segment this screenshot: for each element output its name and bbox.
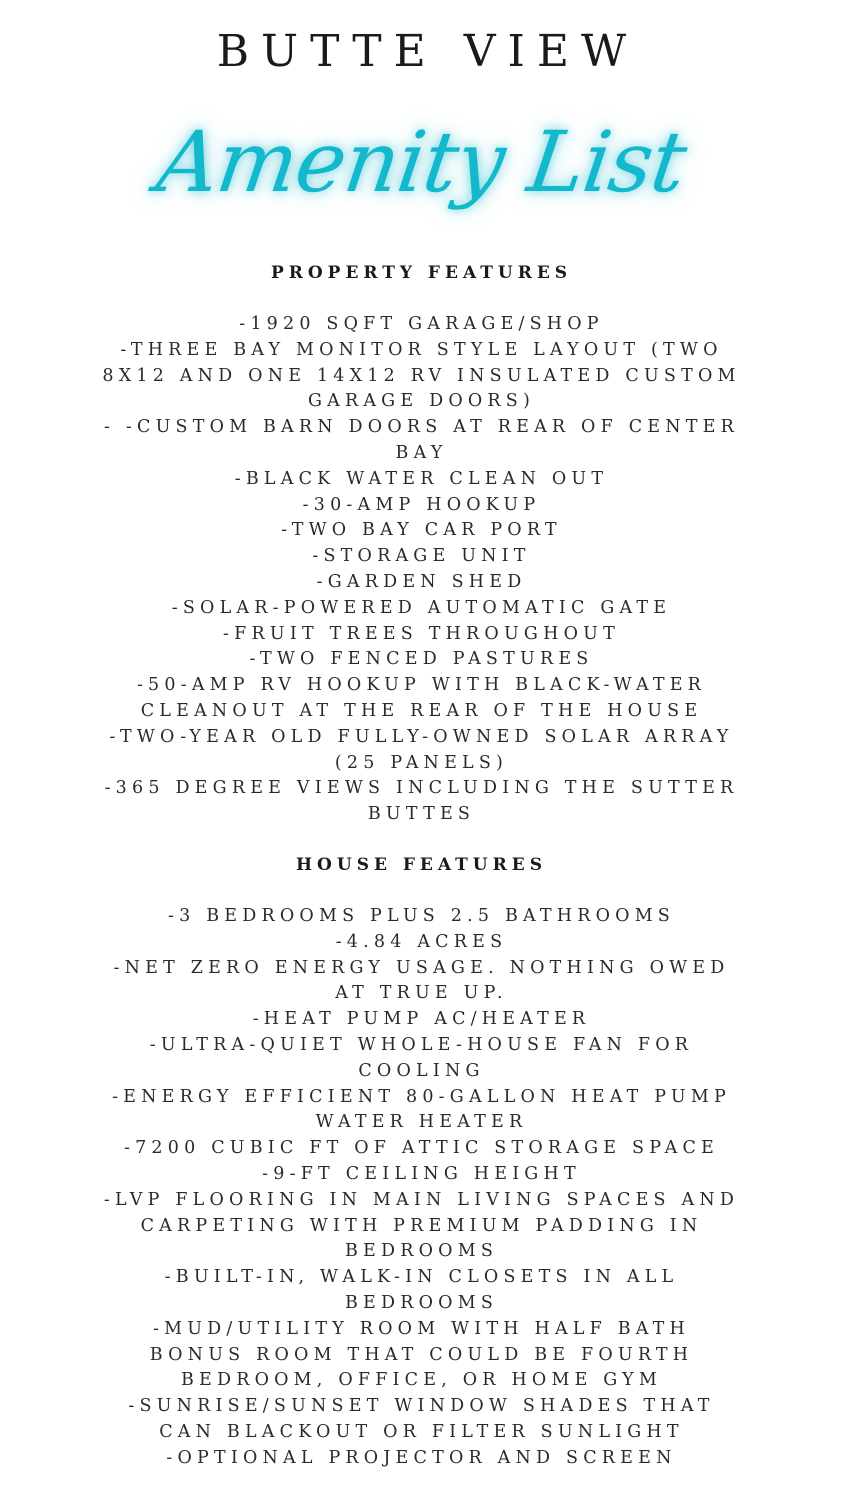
house-feature-line: BEDROOMS — [344, 1241, 499, 1262]
property-feature-line: GARAGE DOORS) — [307, 391, 536, 412]
house-feature-line: -NET ZERO ENERGY USAGE. NOTHING OWED — [113, 957, 730, 978]
house-features-list — [80, 904, 763, 1472]
page-title: BUTTE VIEW — [216, 26, 639, 77]
property-feature-line: (25 PANELS) — [334, 752, 509, 773]
property-feature-line: BUTTES — [367, 804, 476, 825]
property-feature-line: -365 DEGREE VIEWS INCLUDING THE SUTTER — [104, 778, 739, 799]
house-features-heading: HOUSE FEATURES — [296, 855, 547, 875]
house-feature-line: WATER HEATER — [315, 1112, 528, 1133]
property-feature-line: -SOLAR-POWERED AUTOMATIC GATE — [171, 597, 672, 618]
house-feature-line: -9-FT CEILING HEIGHT — [262, 1163, 581, 1184]
property-feature-line: -FRUIT TREES THROUGHOUT — [223, 623, 620, 644]
house-feature-line: -7200 CUBIC FT OF ATTIC STORAGE SPACE — [123, 1138, 720, 1159]
house-feature-line: -OPTIONAL PROJECTOR AND SCREEN — [166, 1447, 677, 1468]
property-feature-line: -1920 SQFT GARAGE/SHOP — [239, 314, 604, 334]
property-feature-line: -THREE BAY MONITOR STYLE LAYOUT (TWO — [120, 339, 723, 360]
property-feature-line: -TWO-YEAR OLD FULLY-OWNED SOLAR ARRAY — [109, 726, 734, 747]
house-feature-line: CAN BLACKOUT OR FILTER SUNLIGHT — [159, 1421, 684, 1442]
property-features-list — [80, 312, 763, 828]
property-feature-line: 8X12 AND ONE 14X12 RV INSULATED CUSTOM — [102, 365, 741, 386]
house-feature-line: -SUNRISE/SUNSET WINDOW SHADES THAT — [128, 1396, 715, 1417]
script-subtitle: Amenity List — [151, 113, 692, 211]
house-feature-line: -HEAT PUMP AC/HEATER — [252, 1009, 591, 1030]
property-feature-line: CLEANOUT AT THE REAR OF THE HOUSE — [140, 700, 703, 721]
house-feature-line: -3 BEDROOMS PLUS 2.5 BATHROOMS — [168, 906, 675, 926]
house-feature-line: BEDROOM, OFFICE, OR HOME GYM — [180, 1370, 663, 1391]
property-feature-line: - -CUSTOM BARN DOORS AT REAR OF CENTER — [103, 417, 739, 438]
property-feature-line: -50-AMP RV HOOKUP WITH BLACK-WATER — [136, 675, 707, 696]
property-feature-line: -TWO FENCED PASTURES — [249, 649, 594, 670]
house-feature-line: COOLING — [358, 1060, 485, 1081]
property-feature-line: -STORAGE UNIT — [312, 546, 531, 567]
house-feature-line: BEDROOMS — [344, 1292, 499, 1313]
house-feature-line: -4.84 ACRES — [335, 931, 508, 952]
property-feature-line: -30-AMP HOOKUP — [302, 494, 541, 515]
house-feature-line: -MUD/UTILITY ROOM WITH HALF BATH — [152, 1318, 690, 1339]
property-feature-line: BAY — [395, 442, 448, 463]
house-feature-line: CARPETING WITH PREMIUM PADDING IN — [140, 1215, 703, 1236]
house-feature-line: AT TRUE UP. — [335, 983, 508, 1004]
house-feature-line: -ENERGY EFFICIENT 80-GALLON HEAT PUMP — [112, 1086, 731, 1107]
property-features-heading: PROPERTY FEATURES — [270, 263, 573, 283]
property-feature-line: -BLACK WATER CLEAN OUT — [234, 468, 609, 489]
property-feature-line: -GARDEN SHED — [316, 571, 527, 592]
property-feature-line: -TWO BAY CAR PORT — [281, 520, 562, 541]
house-feature-line: -LVP FLOORING IN MAIN LIVING SPACES AND — [103, 1189, 740, 1210]
house-feature-line: BONUS ROOM THAT COULD BE FOURTH — [149, 1344, 694, 1365]
house-feature-line: -BUILT-IN, WALK-IN CLOSETS IN ALL — [164, 1267, 679, 1288]
house-feature-line: -ULTRA-QUIET WHOLE-HOUSE FAN FOR — [149, 1034, 694, 1055]
